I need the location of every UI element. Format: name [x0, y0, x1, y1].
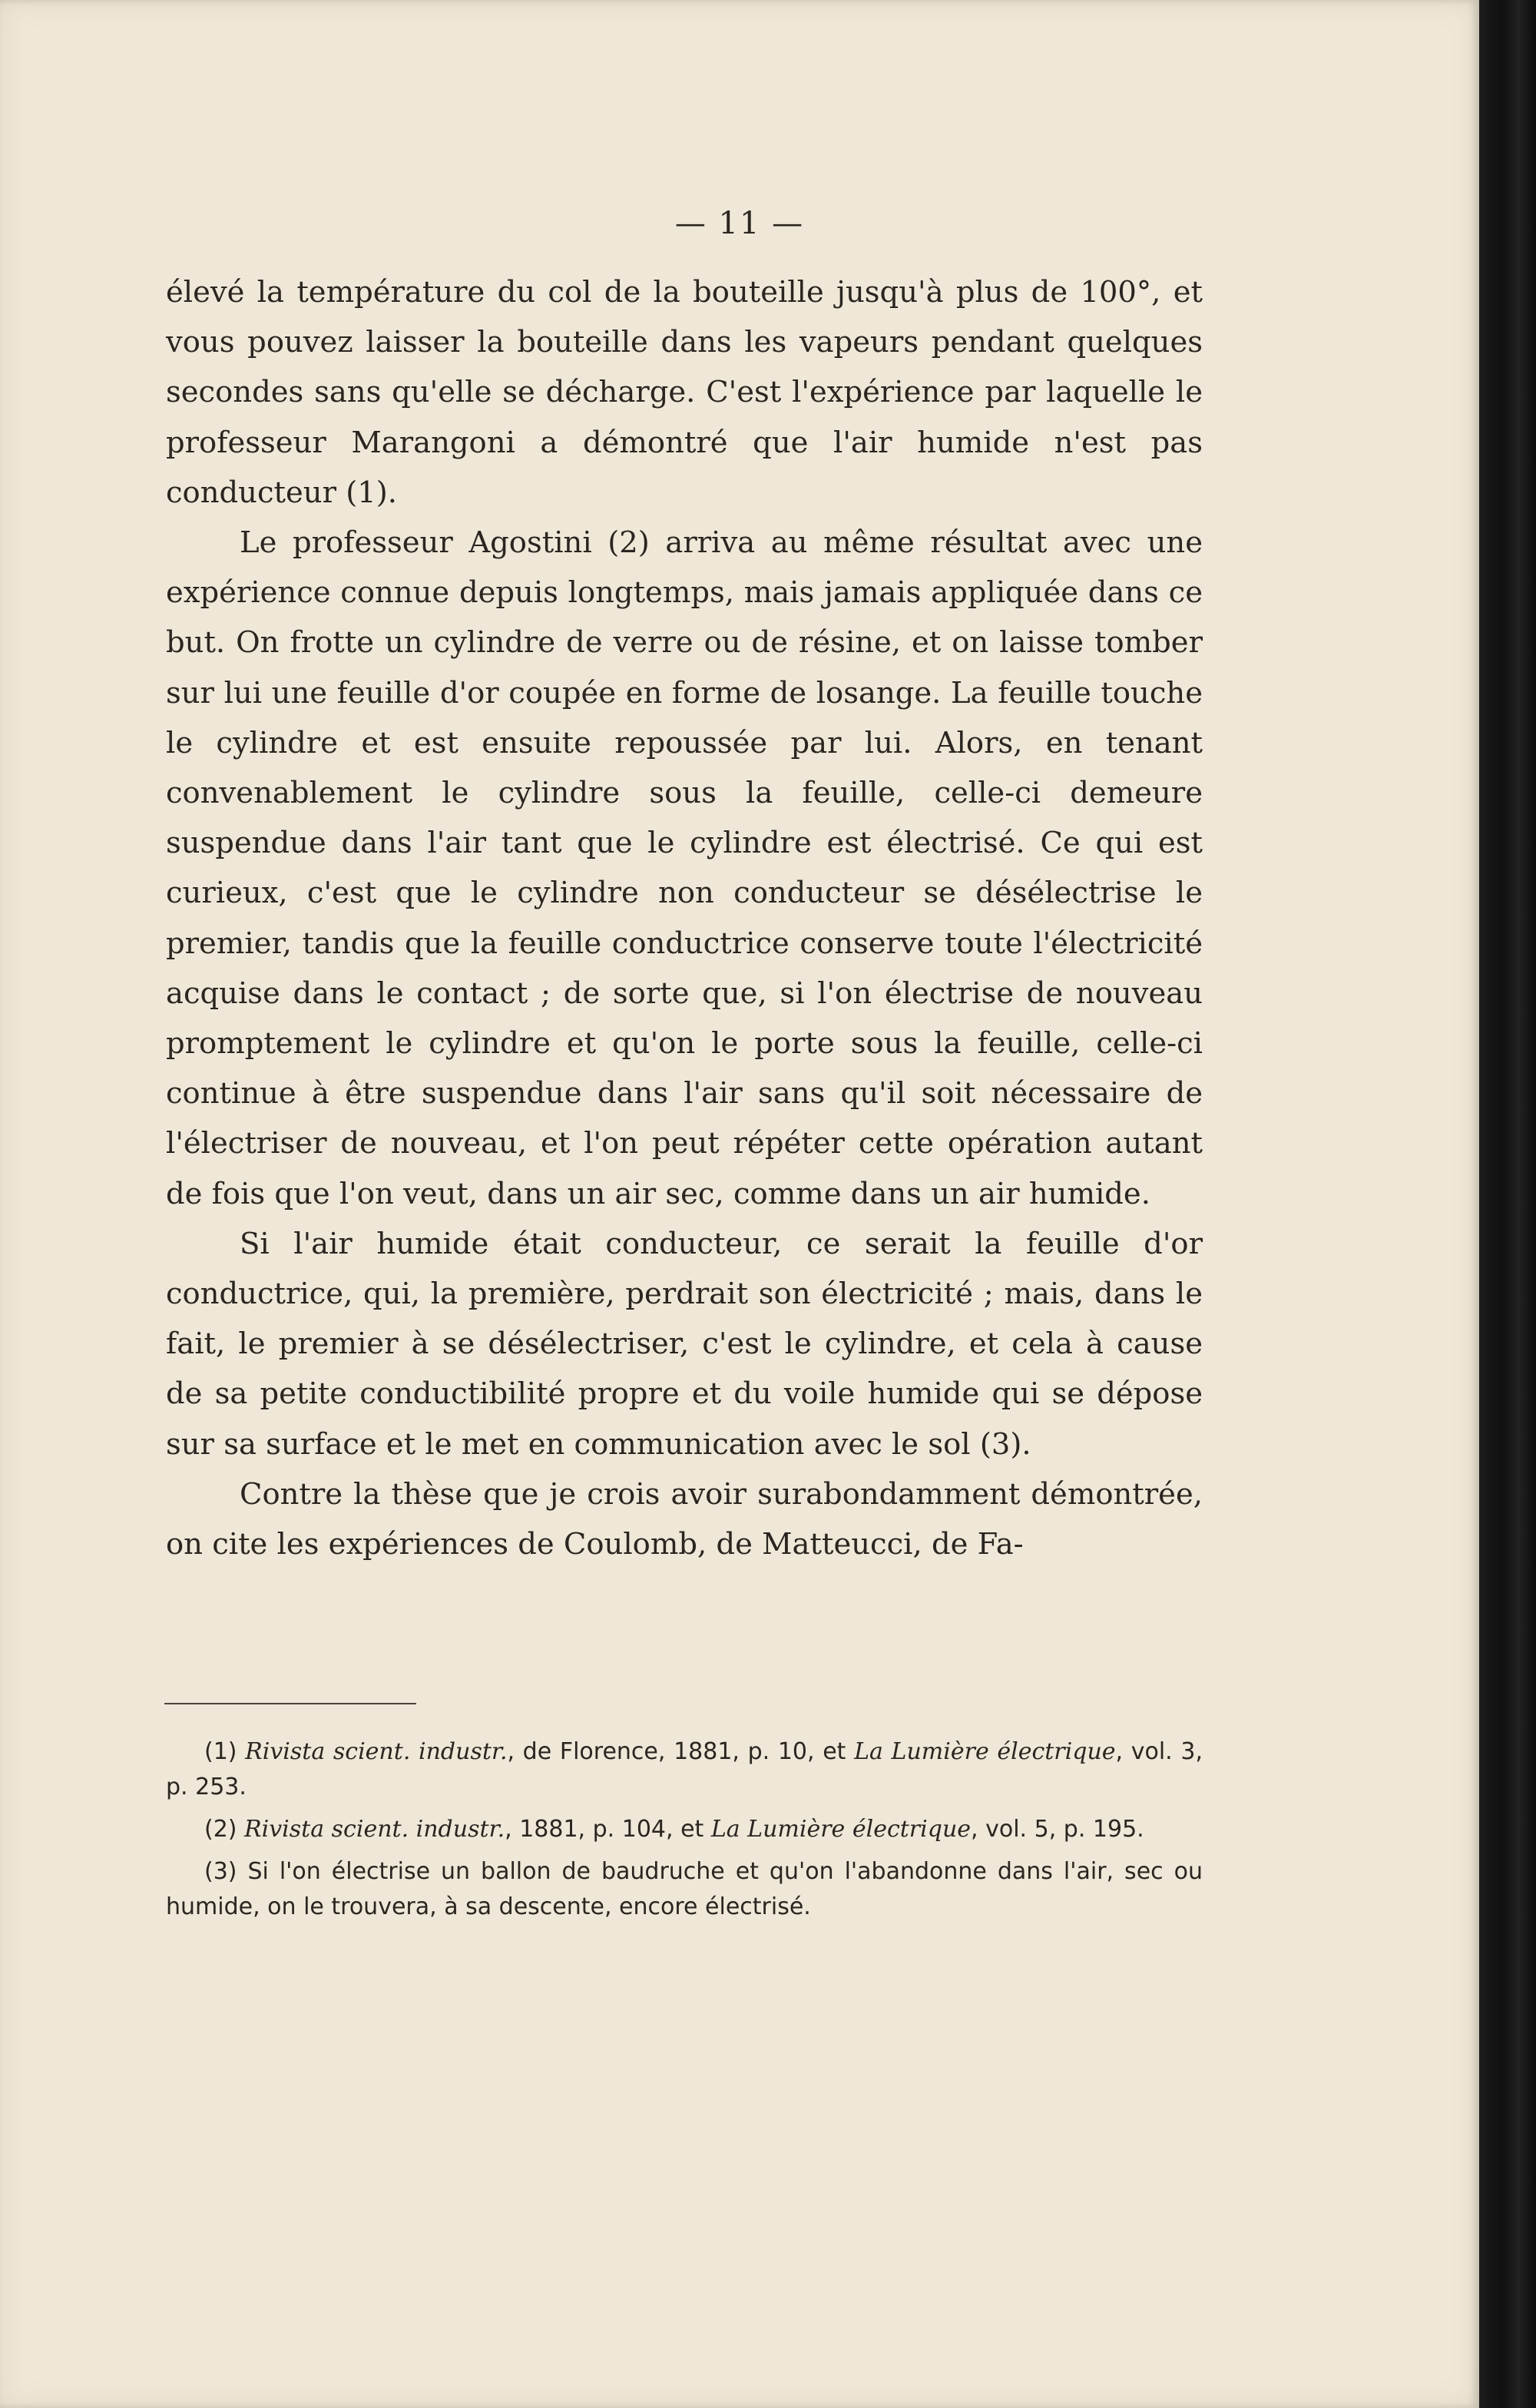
footnote-tail: , vol. 3, p. 253.	[166, 1738, 1203, 1800]
book-spine	[1479, 0, 1536, 2408]
page-number: — 11 —	[674, 206, 805, 241]
footnote-source: Rivista scient. industr.	[245, 1738, 508, 1765]
footnote-tail: , vol. 5, p. 195.	[971, 1816, 1144, 1843]
footnote-marker: (3)	[204, 1858, 237, 1885]
footnote-journal: La Lumière électrique	[710, 1816, 972, 1843]
footnote-journal: La Lumière électrique	[854, 1738, 1116, 1765]
paragraph-4: Contre la thèse que je crois avoir surabondamment démontrée, on cite les expériences de Coulomb, de Matteucci, de Fa-	[166, 1476, 1203, 1562]
footnote-separator	[164, 1703, 416, 1704]
footnote-3	[166, 1854, 1203, 1925]
footnote-detail: , 1881, p. 104, et	[505, 1816, 711, 1843]
footnote-2	[166, 1812, 1203, 1847]
paragraph-1: élevé la température du col de la bouteille jusqu'à plus de 100°, et vous pouvez laisser la bouteille dans les vapeurs pendant quelques secondes sans qu'elle se décharge. C'est l'expérience par laquelle le professeur Marangoni a démontré que l'air humide n'est pas conducteur (1).	[166, 275, 1203, 510]
footnote-marker: (2)	[204, 1816, 237, 1843]
footnotes	[166, 1734, 1203, 1932]
main-text	[166, 267, 1203, 1569]
footnote-marker: (1)	[204, 1738, 237, 1765]
footnote-1	[166, 1734, 1203, 1805]
paragraph-3: Si l'air humide était conducteur, ce serait la feuille d'or conductrice, qui, la première, perdrait son électricité ; mais, dans le fait, le premier à se désélectriser, c'est le cylindre, et cela à cause de sa petite conductibilité propre et du voile humide qui se dépose sur sa surface et le met en communication avec le sol (3).	[166, 1226, 1203, 1462]
paragraph-2: Le professeur Agostini (2) arriva au même résultat avec une expérience connue depuis longtemps, mais jamais appliquée dans ce but. On frotte un cylindre de verre ou de résine, et on laisse tomber sur lui une feuille d'or coupée en forme de losange. La feuille touche le cylindre et est ensuite repoussée par lui. Alors, en tenant convenablement le cylindre sous la feuille, celle-ci demeure suspendue dans l'air tant que le cylindre est électrisé. Ce qui est curieux, c'est que le cylindre non conducteur se désélectrise le premier, tandis que la feuille conductrice conserve toute l'électricité acquise dans le contact ; de sorte que, si l'on électrise de nouveau promptement le cylindre et qu'on le porte sous la feuille, celle-ci continue à être suspendue dans l'air sans qu'il soit nécessaire de l'électriser de nouveau, et l'on peut répéter cette opération autant de fois que l'on veut, dans un air sec, comme dans un air humide.	[166, 525, 1203, 1211]
footnote-detail: , de Florence, 1881, p. 10, et	[507, 1738, 855, 1765]
footnote-source: Rivista scient. industr.	[244, 1816, 505, 1843]
footnote-text: Si l'on électrise un ballon de baudruche et qu'on l'abandonne dans l'air, sec ou humide, on le trouvera, à sa descente, encore électrisé.	[166, 1858, 1203, 1920]
